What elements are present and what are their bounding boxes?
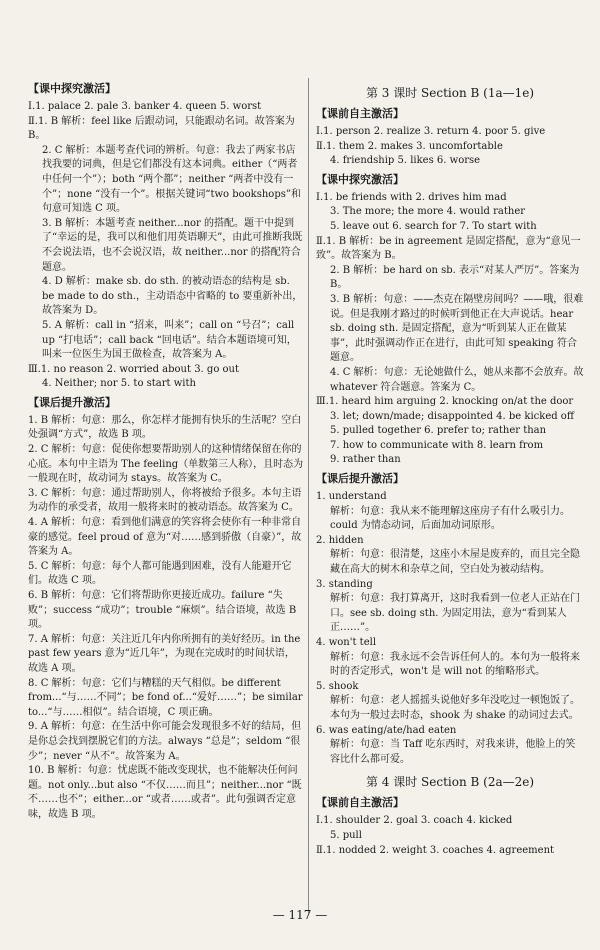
page-number: — 117 — bbox=[272, 908, 328, 922]
answer-line: 5. A 解析：call in “招来，叫来”；call on “号召”；call up “打电话”；call back “回电话”。结合本题语境可知，叫来一位医生为国王做检查，故答案为 A。 bbox=[42, 319, 297, 361]
answer-line: 1. understand bbox=[316, 491, 387, 503]
answer-line: Ⅰ.1. palace 2. pale 3. banker 4. queen 5. worst bbox=[28, 101, 262, 112]
answer-line: 3. let; down/made; disappointed 4. be kicked off bbox=[330, 410, 574, 422]
answer-line: 解析：句意：很清楚，这座小木屋是废弃的，而且完全隐藏在高大的树木和杂草之间，空白处为被动结构。 bbox=[330, 549, 580, 576]
answer-line: Ⅱ.1. B 解析：feel like 后跟动词，只能跟动名词。故答案为 B。 bbox=[28, 115, 295, 142]
answer-line: 4. Neither; nor 5. to start with bbox=[42, 378, 196, 390]
lesson-title: 第 4 课时 Section B (2a—2e) bbox=[365, 775, 535, 790]
answer-line: 4. friendship 5. likes 6. worse bbox=[330, 155, 481, 167]
section-header: 【课前自主激活】 bbox=[316, 107, 404, 120]
answer-line: 4. D 解析：make sb. do sth. 的被动语态的结构是 sb. be made to do sth.，主动语态中省略的 to 要重新补出，故答案为 D。 bbox=[42, 276, 303, 317]
answer-line: 7. how to communicate with 8. learn from bbox=[330, 439, 544, 451]
answer-line: 4. A 解析：句意：看到他们满意的笑容将会使你有一种非常自豪的感觉。feel proud of 意为“对……感到骄傲（自豪）”，故答案为 A。 bbox=[28, 517, 302, 558]
answer-line: Ⅲ.1. heard him arguing 2. knocking on/at the door bbox=[316, 396, 574, 408]
answer-line: 2. C 解析：本题考查代词的辨析。句意：我去了两家书店找我要的词典，但是它们都没有这本词典。either（“两者中任何一个”）；both “两个都”；neither “两者中没有一个”；none “没有一个”。根据关键词“two bookshops”和句意可知选 C 项。 bbox=[42, 144, 301, 215]
answer-list bbox=[316, 191, 584, 468]
answer-line: Ⅱ.1. B 解析：be in agreement 是固定搭配，意为“意见一致”。故答案为 B。 bbox=[316, 235, 581, 262]
column-divider bbox=[308, 78, 309, 913]
answer-line: 5. pulled together 6. prefer to; rather than bbox=[330, 425, 547, 437]
answer-line: 4. won't tell bbox=[316, 637, 377, 648]
answer-list bbox=[316, 125, 584, 169]
lesson-title: 第 3 课时 Section B (1a—1e) bbox=[365, 86, 535, 100]
section-header: 【课后提升激活】 bbox=[316, 472, 404, 486]
answer-line: 5. leave out 6. search for 7. To start with bbox=[330, 220, 537, 232]
answer-line: Ⅲ.1. no reason 2. worried about 3. go out bbox=[28, 363, 239, 375]
answer-line: Ⅰ.1. be friends with 2. drives him mad bbox=[316, 191, 507, 203]
right-column bbox=[316, 78, 584, 858]
answer-line: 3. standing bbox=[316, 578, 373, 590]
section-header: 【课前自主激活】 bbox=[316, 796, 404, 810]
section-header: 【课中探究激活】 bbox=[316, 172, 404, 186]
answer-line: 8. C 解析：句意：它们与糟糕的天气相似。be different from...“与……不同”；be fond of...“爱好……”；be similar to...“与……相似”。结合语境，C 项正确。 bbox=[28, 677, 303, 718]
left-column bbox=[28, 78, 304, 823]
answer-line: 解析：句意：我打算离开，这时我看到一位老人正站在门口。see sb. doing sth. 为固定用法，意为“看到某人正……”。 bbox=[330, 593, 580, 634]
answer-line: 3. B 解析：本题考查 neither...nor 的搭配。题干中提到了“幸运的是，我可以和他们用英语聊天”，由此可推断我既不会说法语，也不会说汉语，故 neither...nor 的搭配符合题意。 bbox=[42, 217, 303, 273]
answer-line: 5. C 解析：句意：每个人都可能遇到困难，没有人能避开它们。故选 C 项。 bbox=[28, 560, 292, 587]
answer-list bbox=[28, 100, 304, 392]
answer-line: 5. pull bbox=[330, 829, 362, 841]
answer-line: 5. shook bbox=[316, 680, 359, 692]
answer-line: 2. C 解析：句意：促使你想要帮助别人的这种情绪保留在你的心底。本句中主语为 The feeling（单数第三人称），且时态为一般现在时，故动词为 stays。故答案为 C。 bbox=[28, 444, 304, 485]
answer-line: 7. A 解析：句意：关注近几年内你所拥有的美好经历。in the past few years 意为“近几年”，为现在完成时的时间状语，故选 A 项。 bbox=[28, 633, 301, 674]
answer-line: 解析：句意：当 Taff 吃东西时，对我来讲，他脸上的笑容比什么都可爱。 bbox=[330, 739, 576, 765]
answer-line: 6. was eating/ate/had eaten bbox=[316, 724, 457, 736]
answer-line: 3. B 解析：句意：——杰克在隔壁房间吗？——哦，很难说。但是我刚才路过的时候听到他正在大声说话。hear sb. doing sth. 是固定搭配，意为“听到某人正在做某事”，此时强调动作正在进行，由此可知 speaking 符合题意。 bbox=[330, 293, 584, 364]
answer-line: 解析：句意：我永远不会告诉任何人的。本句为一般将来时的否定形式，won't 是 will not 的缩略形式。 bbox=[330, 651, 580, 678]
answer-line: Ⅱ.1. them 2. makes 3. uncomfortable bbox=[316, 140, 503, 152]
answer-line: 解析：句意：老人摇摇头说他好多年没吃过一顿饱饭了。本句为一般过去时态，shook 为 shake 的动词过去式。 bbox=[330, 695, 580, 721]
answer-line: 3. C 解析：句意：通过帮助别人，你将被给予很多。本句主语为动作的承受者，故用一般将来时的被动语态。故答案为 C。 bbox=[28, 487, 302, 514]
answer-line: 2. hidden bbox=[316, 534, 364, 546]
answer-list bbox=[28, 414, 304, 823]
answer-list bbox=[316, 490, 584, 767]
answer-line: Ⅰ.1. shoulder 2. goal 3. coach 4. kicked bbox=[316, 815, 513, 827]
answer-line: Ⅱ.1. nodded 2. weight 3. coaches 4. agreement bbox=[316, 844, 555, 856]
answer-line: Ⅰ.1. person 2. realize 3. return 4. poor 5. give bbox=[316, 126, 546, 137]
section-header: 【课中探究激活】 bbox=[28, 82, 116, 95]
section-header: 【课后提升激活】 bbox=[28, 395, 116, 409]
answer-line: 6. B 解析：句意：它们将帮助你更接近成功。failure “失败”；success “成功”；trouble “麻烦”。结合语境，故选 B 项。 bbox=[28, 590, 297, 631]
answer-line: 4. C 解析：句意：无论她做什么，她从来都不会放弃。故 whatever 符合题意。答案为 C。 bbox=[330, 366, 584, 393]
answer-line: 9. A 解析：句意：在生活中你可能会发现很多不好的结局，但是你总会找到摆脱它们的方法。always “总是”；seldom “很少”；never “从不”。故答案为 A。 bbox=[28, 721, 302, 762]
answer-line: 3. The more; the more 4. would rather bbox=[330, 206, 526, 218]
answer-line: 10. B 解析：句意：忧虑既不能改变现状，也不能解决任何问题。not only...but also “不仅……而且”；neither...nor “既不……也不”；either...or “或者……或者”。此句强调否定意味，故选 B 项。 bbox=[28, 765, 302, 820]
answer-line: 1. B 解析：句意：那么，你怎样才能拥有快乐的生活呢？空白处强调“方式”，故选 B 项。 bbox=[28, 414, 302, 441]
answer-line: 2. B 解析：be hard on sb. 表示“对某人严厉”。答案为 B。 bbox=[330, 264, 580, 291]
answer-list bbox=[316, 814, 584, 858]
answer-line: 9. rather than bbox=[330, 454, 401, 466]
answer-line: 解析：句意：我从来不能理解这座房子有什么吸引力。could 为情态动词，后面加动词原形。 bbox=[330, 505, 570, 532]
